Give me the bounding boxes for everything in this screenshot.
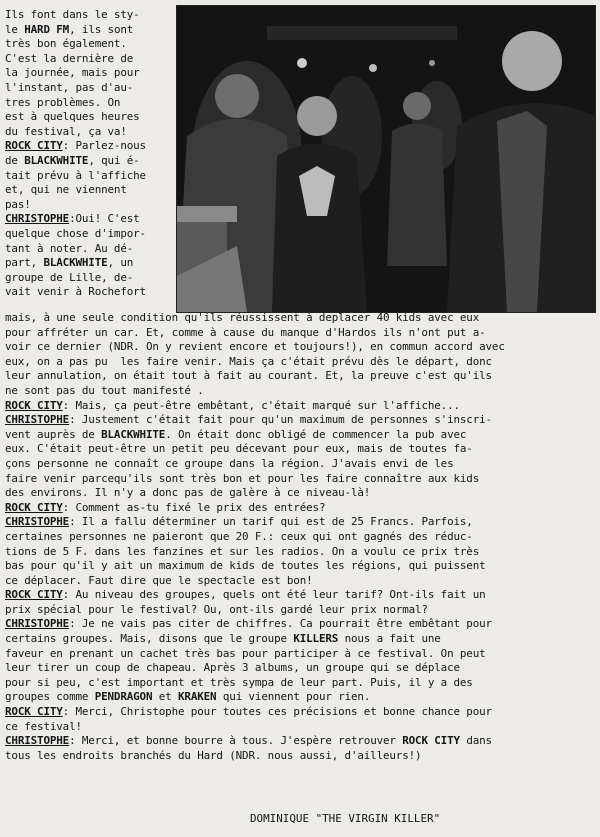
text-segment: part,	[5, 256, 44, 270]
text-line	[5, 574, 593, 589]
text-line	[5, 8, 173, 23]
text-segment: : Merci, Christophe pour toutes ces précisions et bonne chance pour	[62, 705, 492, 719]
text-segment: mais, à une seule condition qu'ils réussissent à deplacer 40 kids avec eux	[5, 311, 480, 324]
text-segment: et	[152, 690, 179, 704]
text-line	[5, 530, 593, 545]
text-segment: l'instant, pas d'au-	[5, 80, 134, 94]
text-line	[5, 139, 173, 154]
text-line	[5, 676, 593, 691]
speaker-label: CHRISTOPHE	[5, 413, 70, 427]
text-line	[5, 588, 593, 603]
text-line	[5, 23, 173, 38]
text-segment: ce festival!	[5, 719, 82, 733]
highlight-name: BLACKWHITE	[101, 427, 166, 441]
highlight-name: BLACKWHITE	[43, 256, 108, 270]
text-segment: est à quelques heures	[5, 110, 140, 124]
text-line	[5, 212, 173, 227]
text-segment: : Mais, ça peut-être embêtant, c'était marqué sur l'affiche...	[62, 398, 460, 412]
text-line	[5, 442, 593, 457]
text-segment: , ils sont	[69, 22, 134, 36]
text-segment: faire venir parcequ'ils sont très bon et pour les faire connaître aux kids	[5, 471, 480, 485]
text-line	[5, 690, 593, 705]
text-segment: nous a fait une	[338, 632, 441, 646]
text-segment: faveur en prenant un cachet très bas pour participer à ce festival. On peut	[5, 646, 486, 660]
speaker-label: CHRISTOPHE	[5, 515, 70, 529]
highlight-name: PENDRAGON	[94, 690, 153, 704]
text-segment: qui viennent pour rien.	[216, 690, 371, 704]
text-segment: vait venir à Rochefort	[5, 285, 146, 299]
text-line	[5, 545, 593, 560]
text-line	[5, 125, 173, 140]
text-segment: la journée, mais pour	[5, 66, 140, 80]
text-line	[5, 369, 593, 384]
text-segment: et, qui ne viennent	[5, 183, 127, 197]
speaker-label: ROCK CITY	[5, 588, 63, 602]
text-line	[5, 355, 593, 370]
speaker-label: CHRISTOPHE	[5, 734, 70, 748]
text-segment: C'est la dernière de	[5, 51, 134, 65]
text-segment: tions de 5 F. dans les fanzines et sur les radios. On a voulu ce prix très	[5, 544, 480, 558]
text-segment: : Merci, et bonne bourre à tous. J'espère retrouver	[69, 734, 403, 748]
text-segment: , qui é-	[88, 153, 140, 167]
speaker-label: CHRISTOPHE	[5, 212, 70, 226]
text-segment: : Parlez-nous	[62, 139, 146, 153]
text-line	[5, 154, 173, 169]
text-segment: voir ce dernier (NDR. On y revient encore et toujours!), en commun accord avec	[5, 340, 505, 354]
text-line	[5, 384, 593, 399]
text-line	[5, 413, 593, 428]
text-segment: dans	[459, 734, 492, 748]
text-line	[5, 227, 173, 242]
text-segment: leur annulation, on était tout à fait au courant. Et, la preuve c'est qu'ils	[5, 369, 492, 383]
text-line	[5, 617, 593, 632]
text-segment: pas!	[5, 197, 31, 211]
text-line	[5, 457, 593, 472]
text-segment: vent auprès de	[5, 427, 102, 441]
speaker-label: ROCK CITY	[5, 705, 63, 719]
text-line	[5, 66, 173, 81]
text-line	[5, 515, 593, 530]
text-segment: tant à noter. Au dé-	[5, 241, 134, 255]
text-segment: : Il a fallu déterminer un tarif qui est de 25 Francs. Parfois,	[69, 515, 473, 529]
crowd-image	[177, 6, 595, 312]
main-article-text	[5, 311, 593, 763]
highlight-name: HARD FM	[24, 22, 70, 36]
author-signature: DOMINIQUE "THE VIRGIN KILLER"	[250, 812, 441, 825]
text-segment: ce déplacer. Faut dire que le spectacle est bon!	[5, 573, 313, 587]
concert-photo	[176, 5, 596, 313]
text-line	[5, 720, 593, 735]
text-line	[5, 647, 593, 662]
text-segment: : Je ne vais pas citer de chiffres. Ca pourrait être embêtant pour	[69, 617, 492, 631]
text-line	[5, 285, 173, 300]
text-line	[5, 428, 593, 443]
text-segment: quelque chose d'impor-	[5, 226, 146, 240]
text-line	[5, 705, 593, 720]
text-segment: : Justement c'était fait pour qu'un maximum de personnes s'inscri-	[69, 413, 492, 427]
text-line	[5, 632, 593, 647]
text-line	[5, 311, 593, 326]
text-segment: bas pour qu'il y ait un maximum de kids de toutes les régions, qui puissent	[5, 559, 486, 573]
text-segment: certaines personnes ne paieront que 20 F.: ceux qui ont gagnés des réduc-	[5, 529, 473, 543]
text-segment: : Comment as-tu fixé le prix des entrées?	[62, 500, 326, 514]
speaker-label: ROCK CITY	[5, 139, 63, 153]
text-segment: tres problèmes. On	[5, 95, 121, 109]
text-line	[5, 749, 593, 764]
text-line	[5, 169, 173, 184]
side-column-text	[5, 8, 173, 300]
text-segment: . On était donc obligé de commencer la pub avec	[165, 427, 467, 441]
text-segment: tait prévu à l'affiche	[5, 168, 146, 182]
text-segment: prix spécial pour le festival? Ou, ont-ils gardé leur prix normal?	[5, 602, 428, 616]
text-line	[5, 340, 593, 355]
text-segment: ne sont pas du tout manifesté .	[5, 383, 204, 397]
highlight-name: BLACKWHITE	[24, 153, 89, 167]
text-segment: pour affréter un car. Et, comme à cause du manque d'Hardos ils n'ont put a-	[5, 325, 486, 339]
text-line	[5, 603, 593, 618]
text-line	[5, 37, 173, 52]
text-line	[5, 271, 173, 286]
text-line	[5, 183, 173, 198]
text-segment: de	[5, 153, 25, 167]
text-line	[5, 661, 593, 676]
text-segment: çons personne ne connaît ce groupe dans la région. J'avais envi de les	[5, 456, 454, 470]
text-segment: très bon également.	[5, 37, 127, 51]
text-line	[5, 501, 593, 516]
text-segment: des environs. Il n'y a donc pas de galère à ce niveau-là!	[5, 486, 371, 500]
text-segment: leur tirer un coup de chapeau. Après 3 albums, un groupe qui se déplace	[5, 661, 460, 675]
text-segment: du festival, ça va!	[5, 124, 127, 138]
text-segment: pour si peu, c'est important et très sympa de leur part. Puis, il y a des	[5, 675, 473, 689]
text-line	[5, 399, 593, 414]
text-line	[5, 110, 173, 125]
text-line	[5, 326, 593, 341]
text-line	[5, 242, 173, 257]
highlight-name: ROCK CITY	[402, 734, 460, 748]
text-segment: : Au niveau des groupes, quels ont été leur tarif? Ont-ils fait un	[62, 588, 486, 602]
speaker-label: ROCK CITY	[5, 398, 63, 412]
text-segment: :Oui! C'est	[69, 212, 140, 226]
text-line	[5, 256, 173, 271]
highlight-name: KRAKEN	[178, 690, 217, 704]
text-segment: groupes comme	[5, 690, 95, 704]
text-segment: , un	[107, 256, 134, 270]
highlight-name: KILLERS	[293, 632, 339, 646]
text-segment: tous les endroits branchés du Hard (NDR. nous aussi, d'ailleurs!)	[5, 748, 422, 762]
text-line	[5, 472, 593, 487]
speaker-label: ROCK CITY	[5, 500, 63, 514]
speaker-label: CHRISTOPHE	[5, 617, 70, 631]
text-line	[5, 52, 173, 67]
text-segment: certains groupes. Mais, disons que le groupe	[5, 632, 294, 646]
text-segment: Ils font dans le sty-	[5, 8, 140, 21]
text-line	[5, 559, 593, 574]
text-line	[5, 198, 173, 213]
text-line	[5, 486, 593, 501]
text-segment: groupe de Lille, de-	[5, 270, 134, 284]
text-segment: eux, on a pas pu les faire venir. Mais ça c'était prévu dès le départ, donc	[5, 354, 492, 368]
text-segment: le	[5, 22, 25, 36]
text-line	[5, 734, 593, 749]
text-line	[5, 96, 173, 111]
text-line	[5, 81, 173, 96]
text-segment: eux. C'était peut-être un petit peu décevant pour eux, mais de toutes fa-	[5, 442, 473, 456]
